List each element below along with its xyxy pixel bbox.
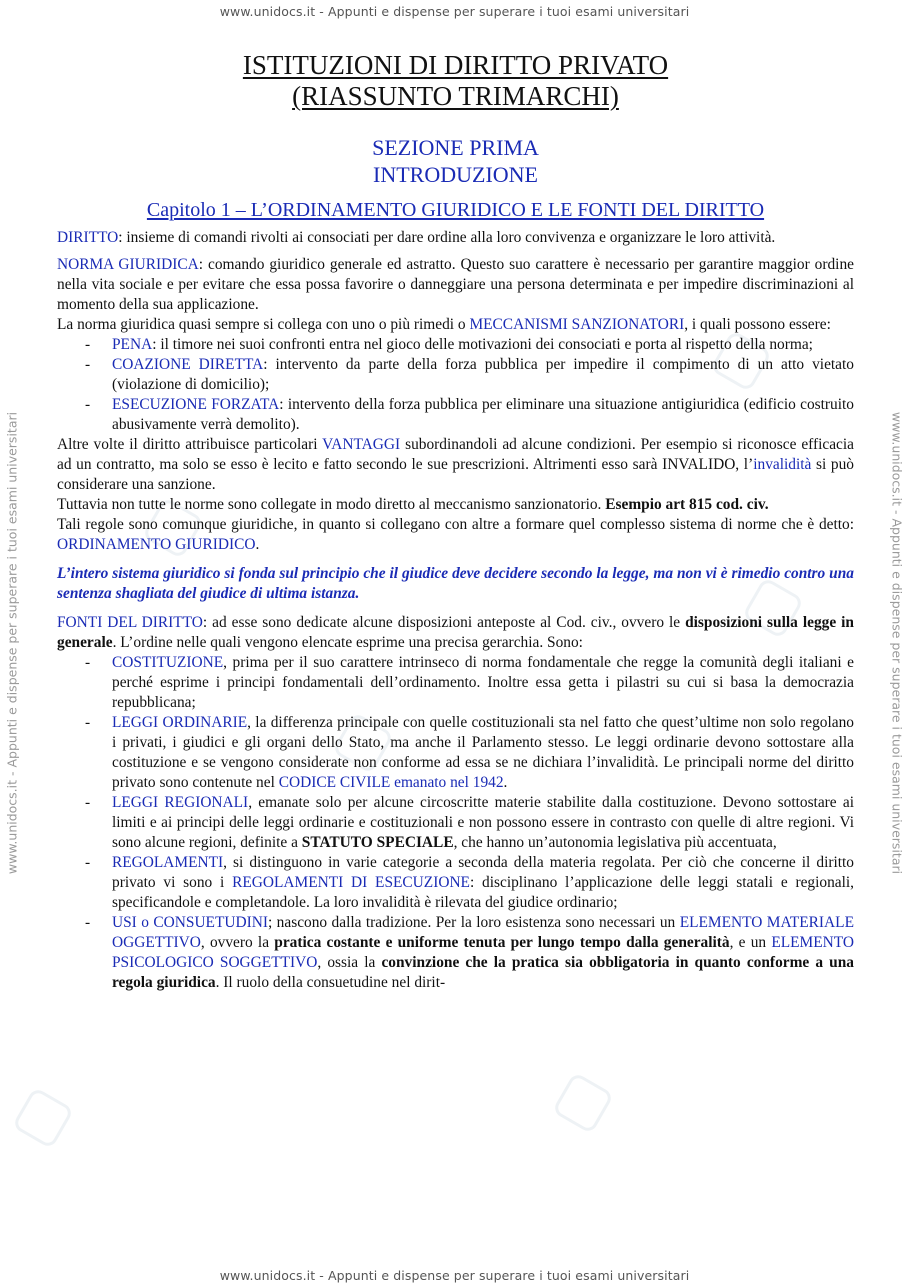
- sources-list: [57, 653, 854, 993]
- list-item: - USI o CONSUETUDINI; nascono dalla tradizione. Per la loro esistenza sono necessari un ELEMENTO MATERIALE OGGETTIVO, ovvero la pratica costante e uniforme tenuta per lungo tempo dalla generalità, e un ELEMENTO PSICOLOGICO SOGGETTIVO, ossia la convinzione che la pratica sia obbligatoria in quanto conforme a una regola giuridica. Il ruolo della consuetudine nel dirit-: [85, 914, 854, 991]
- title-line-2: (RIASSUNTO TRIMARCHI): [292, 81, 619, 111]
- list-item: - LEGGI ORDINARIE, la differenza principale con quelle costituzionali sta nel fatto che quest’ultime non solo regolano i privati, i giudici e gli organi dello Stato, ma anche il Parlamento stesso. Le leggi ordinarie devono sottostare alla costituzione e se vengono considerate non conforme ad essa se ne dichiara l’invalidità. Le principali norme del diritto privato sono contenute nel CODICE CIVILE emanato nel 1942.: [85, 714, 854, 791]
- list-item: - COAZIONE DIRETTA: intervento da parte della forza pubblica per impedire il compimento di un atto vietato (violazione di domicilio);: [85, 356, 854, 393]
- document-page: [57, 50, 854, 993]
- paragraph-ordinamento: Tali regole sono comunque giuridiche, in quanto si collegano con altre a formare quel complesso sistema di norme che è detto: ORDINAMENTO GIURIDICO.: [57, 516, 854, 553]
- list-item: - ESECUZIONE FORZATA: intervento della forza pubblica per eliminare una situazione antigiuridica (edificio costruito abusivamente verrà demolito).: [85, 396, 854, 433]
- document-title: [57, 50, 854, 112]
- term-meccanismi-sanzionatori: MECCANISMI SANZIONATORI: [469, 316, 685, 333]
- list-item: - COSTITUZIONE, prima per il suo carattere intrinseco di norma fondamentale che regge la comunità degli italiani e perché esprime i principi fondamentali dell’ordinamento. Inoltre essa getta i pilastri su cui si basa la democrazia repubblicana;: [85, 654, 854, 711]
- side-watermark-left: www.unidocs.it - Appunti e dispense per superare i tuoi esami universitari: [4, 411, 20, 875]
- title-line-1: ISTITUZIONI DI DIRITTO PRIVATO: [242, 50, 669, 80]
- side-watermark-right: www.unidocs.it - Appunti e dispense per superare i tuoi esami universitari: [889, 411, 905, 875]
- header-watermark: www.unidocs.it - Appunti e dispense per superare i tuoi esami universitari: [219, 4, 690, 19]
- paragraph-esempio: Tuttavia non tutte le norme sono collegate in modo diretto al meccanismo sanzionatorio. Esempio art 815 cod. civ.: [57, 496, 769, 513]
- list-item: - LEGGI REGIONALI, emanate solo per alcune circoscritte materie stabilite dalla costituzione. Devono sottostare ai limiti e ai principi delle leggi ordinarie e costituzionali e non possono essere in contrasto con quelle di altre regioni. Vi sono alcune regioni, definite a STATUTO SPECIALE, che hanno un’autonomia legislativa più accentuata,: [85, 794, 854, 851]
- unidocs-logo-icon: [552, 1072, 615, 1135]
- paragraph-meccanismi: La norma giuridica quasi sempre si collega con uno o più rimedi o MECCANISMI SANZIONATORI, i quali possono essere:: [57, 316, 831, 333]
- term-diritto: DIRITTO: [57, 229, 119, 246]
- paragraph-fonti: FONTI DEL DIRITTO: ad esse sono dedicate alcune disposizioni anteposte al Cod. civ., ovvero le disposizioni sulla legge in generale. L’ordine nelle quali vengono elencate esprime una precisa gerarchia. Sono:: [57, 614, 854, 651]
- paragraph-vantaggi: Altre volte il diritto attribuisce particolari VANTAGGI subordinandoli ad alcune condizioni. Per esempio si riconosce efficacia ad un contratto, ma solo se esso è lecito e fatto secondo le sue prescrizioni. Altrimenti esso sarà INVALIDO, l’invalidità si può considerare una sanzione.: [57, 436, 855, 493]
- term-norma-giuridica: NORMA GIURIDICA: [57, 256, 199, 273]
- term-fonti-del-diritto: FONTI DEL DIRITTO: [57, 614, 203, 631]
- list-item: - REGOLAMENTI, si distinguono in varie categorie a seconda della materia regolata. Per ciò che concerne il diritto privato vi sono i REGOLAMENTI DI ESECUZIONE: disciplinano l’applicazione delle leggi statali e regionali, specificandole e completandole. La loro invalidità è rilevata del giudice ordinario;: [85, 854, 855, 911]
- paragraph-norma-giuridica: NORMA GIURIDICA: comando giuridico generale ed astratto. Questo suo carattere è necessario per garantire maggior ordine nella vita sociale e per evitare che essa possa favorire o danneggiare una persona determinata e per impedire discriminazioni al momento della sua applicazione.: [57, 256, 854, 313]
- paragraph-diritto: DIRITTO: insieme di comandi rivolti ai consociati per dare ordine alla loro convivenza e organizzare le loro attività.: [57, 229, 776, 246]
- chapter-heading: Capitolo 1 – L’ORDINAMENTO GIURIDICO E LE FONTI DEL DIRITTO: [146, 199, 765, 221]
- sanctions-list: [57, 335, 854, 435]
- section-heading: [57, 134, 854, 188]
- highlighted-note: L’intero sistema giuridico si fonda sul principio che il giudice deve decidere secondo la legge, ma non vi è rimedio contro una sentenza shagliata del giudice di ultima istanza.: [57, 565, 854, 602]
- unidocs-logo-icon: [12, 1087, 75, 1150]
- section-line-2: INTRODUZIONE: [373, 162, 538, 187]
- list-item: - PENA: il timore nei suoi confronti entra nel gioco delle motivazioni dei consociati e porta al rispetto della norma;: [85, 336, 813, 353]
- footer-watermark: www.unidocs.it - Appunti e dispense per superare i tuoi esami universitari: [219, 1268, 690, 1283]
- section-line-1: SEZIONE PRIMA: [372, 135, 539, 160]
